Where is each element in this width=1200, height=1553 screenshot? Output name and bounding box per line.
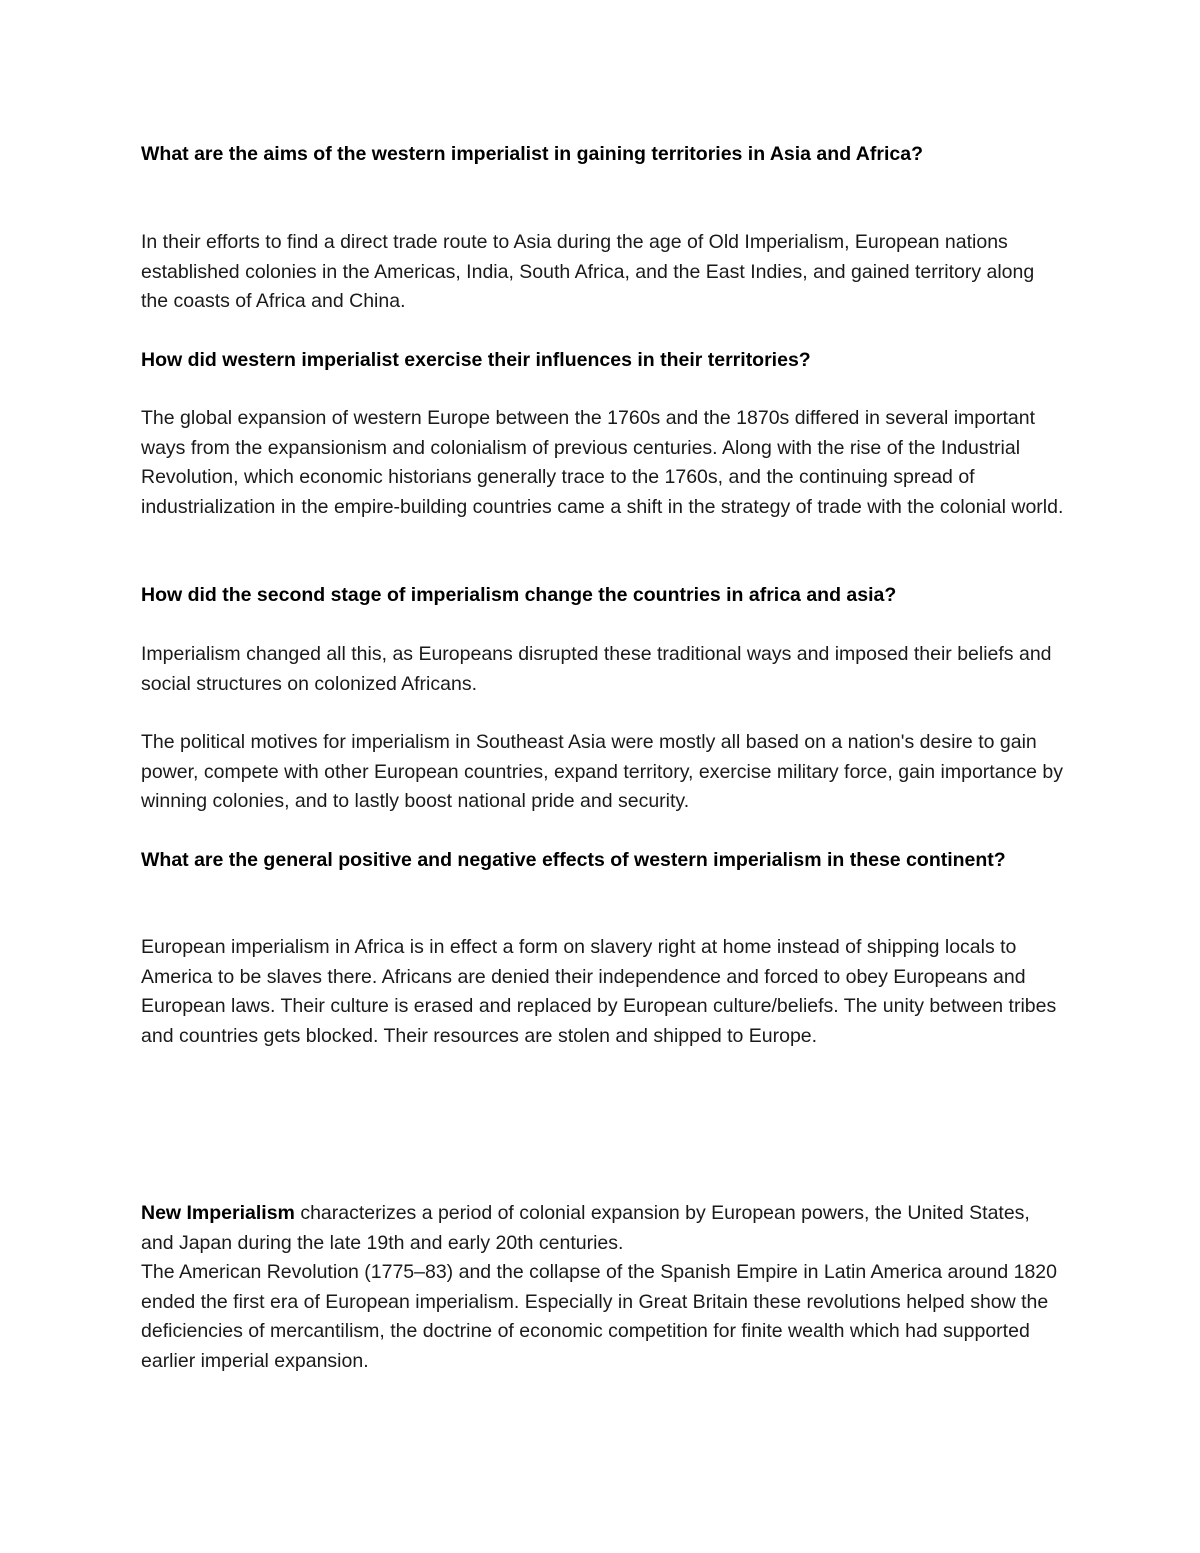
answer-4-paragraph: European imperialism in Africa is in effect a form on slavery right at home instead of shipping locals to America to be slaves there. Africans are denied their independence and forced to obey Europeans and European laws. Their culture is erased and replaced by European culture/beliefs. The unity between tribes and countries gets blocked. Their resources are stolen and shipped to Europe.: [141, 936, 1057, 1048]
new-imperialism-followup-paragraph: The American Revolution (1775–83) and the collapse of the Spanish Empire in Latin America around 1820 ended the first era of European imperialism. Especially in Great Britain these revolutions helped show the deficiencies of mercantilism, the doctrine of economic competition for finite wealth which had supported earlier imperial expansion.: [141, 1261, 1057, 1373]
question-2-heading: How did western imperialist exercise their influences in their territories?: [141, 349, 811, 371]
question-3-heading: How did the second stage of imperialism change the countries in africa and asia?: [141, 584, 897, 606]
answer-2-paragraph: The global expansion of western Europe between the 1760s and the 1870s differed in several important ways from the expansionism and colonialism of previous centuries. Along with the rise of the Industrial Revolution, which economic historians generally trace to the 1760s, and the continuing spread of industrialization in the empire-building countries came a shift in the strategy of trade with the colonial world.: [141, 407, 1064, 519]
question-4-heading: What are the general positive and negative effects of western imperialism in these continent?: [141, 849, 1006, 871]
new-imperialism-term: New Imperialism: [141, 1202, 295, 1224]
new-imperialism-paragraph: [141, 1199, 1066, 1258]
question-1-heading: What are the aims of the western imperialist in gaining territories in Asia and Africa?: [141, 143, 923, 165]
answer-3-paragraph-2: The political motives for imperialism in Southeast Asia were mostly all based on a nation's desire to gain power, compete with other European countries, expand territory, exercise military force, gain importance by winning colonies, and to lastly boost national pride and security.: [141, 731, 1063, 813]
answer-1-paragraph: In their efforts to find a direct trade route to Asia during the age of Old Imperialism, European nations established colonies in the Americas, India, South Africa, and the East Indies, and gained territory along the coasts of Africa and China.: [141, 231, 1035, 313]
answer-3-paragraph-1: Imperialism changed all this, as Europeans disrupted these traditional ways and imposed their beliefs and social structures on colonized Africans.: [141, 643, 1052, 695]
new-imperialism-definition: characterizes a period of colonial expansion by European powers, the United States, and Japan during the late 19th and early 20th centuries.: [141, 1202, 1030, 1254]
